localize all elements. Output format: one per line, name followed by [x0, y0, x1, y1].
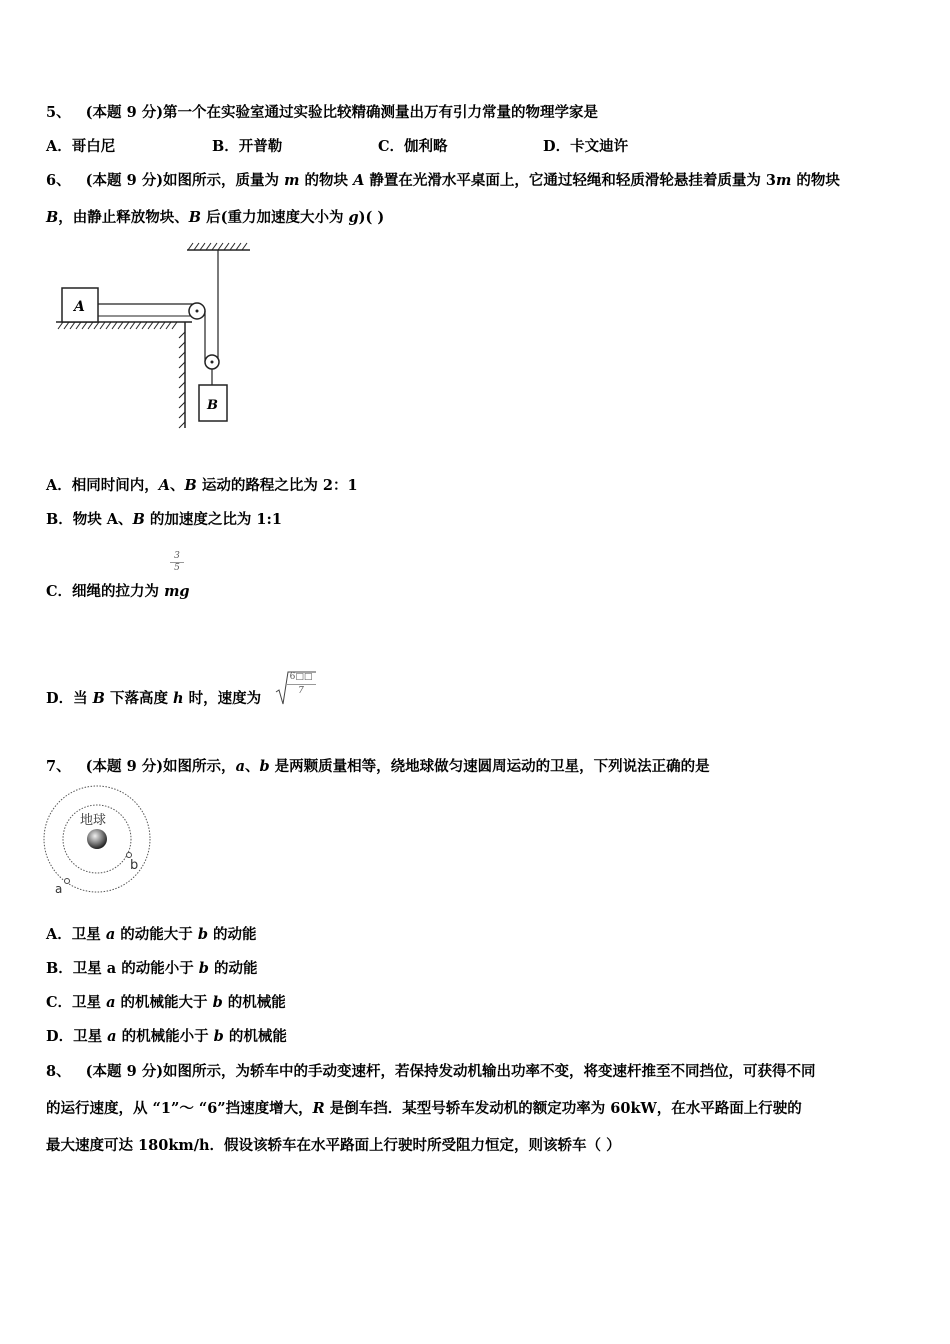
q7-var: b — [198, 960, 209, 977]
q6-var: A — [353, 172, 365, 189]
q6-option-text: C．细绳的拉力为 — [46, 583, 165, 600]
q6-var: g — [348, 209, 359, 226]
q5-stem — [46, 103, 598, 123]
q8-text: 是倒车挡．某型号轿车发动机的额定功率为 60kW，在水平路面上行驶的 — [324, 1100, 802, 1117]
q6-option-text: 的加速度之比为 1:1 — [144, 511, 282, 528]
earth-label: 地球 — [80, 813, 107, 828]
q8-stem-line3 — [46, 1136, 621, 1156]
q6-option-text: 运动的路程之比为 2：1 — [196, 477, 358, 494]
q6-option-a — [46, 476, 358, 496]
q6-text: ，由静止释放物块、 — [58, 209, 189, 226]
pulley-figure — [52, 240, 262, 435]
q5-text: (本题 9 分)第一个在实验室通过实验比较精确测量出万有引力常量的物理学家是 — [85, 104, 599, 121]
satellite-a — [65, 879, 70, 884]
q8-var: R — [312, 1100, 325, 1117]
q8-stem-line1 — [46, 1062, 816, 1082]
q7-var: a — [105, 926, 116, 943]
q7-option-text: A．卫星 — [46, 926, 106, 943]
satellite-a-label: a — [55, 882, 63, 896]
q5-option-c: C．伽利略 — [378, 138, 448, 155]
block-a-label: A — [74, 299, 85, 315]
q7-text: (本题 9 分)如图所示， — [85, 758, 236, 775]
q8-text: (本题 9 分)如图所示，为轿车中的手动变速杆，若保持发动机输出功率不变，将变速杆推至不同挡位，可获得不同 — [85, 1063, 816, 1080]
q7-option-text: B．卫星 a 的动能小于 — [46, 960, 199, 977]
q6-stem-line1 — [46, 171, 840, 191]
q6-var: h — [173, 690, 184, 707]
q7-number: 7、 — [46, 758, 71, 775]
q6-var: B — [46, 209, 59, 226]
q5-option-a: A．哥白尼 — [46, 138, 116, 155]
q7-option-a — [46, 925, 257, 945]
q7-stem — [46, 757, 710, 777]
q5-option-b: B．开普勒 — [212, 138, 283, 155]
q6-option-d-fraction — [286, 673, 316, 696]
q6-option-c-fraction — [170, 552, 184, 573]
q5-number: 5、 — [46, 104, 71, 121]
q6-text: 的物块 — [299, 172, 354, 189]
q7-option-text: 的机械能 — [222, 994, 286, 1011]
fraction-denominator: 5 — [174, 563, 180, 573]
q6-stem-line2 — [46, 208, 384, 228]
earth — [87, 829, 107, 849]
q7-option-text: 的动能 — [208, 960, 258, 977]
q7-option-d — [46, 1027, 287, 1047]
q7-var: b — [213, 1028, 224, 1045]
q6-option-text: 、 — [170, 477, 185, 494]
q6-option-d — [46, 689, 261, 709]
fraction-denominator: 7 — [298, 686, 304, 696]
q6-option-text: A．相同时间内， — [46, 477, 159, 494]
q7-option-text: D．卫星 — [46, 1028, 108, 1045]
fraction-numerator: 6□□ — [289, 672, 313, 682]
q7-var: a — [235, 758, 245, 775]
q7-option-text: 的机械能大于 — [115, 994, 213, 1011]
q8-text: 的运行速度，从 “1”～ “6”挡速度增大， — [46, 1100, 313, 1117]
q8-stem-line2 — [46, 1099, 802, 1119]
q7-var: a — [107, 1028, 117, 1045]
q7-option-b — [46, 959, 258, 979]
q6-var: A — [158, 477, 171, 494]
q6-text: 后(重力加速度大小为 — [201, 209, 349, 226]
q7-text: 、 — [244, 758, 260, 775]
q7-option-text: 的动能 — [207, 926, 257, 943]
q6-number: 6、 — [46, 172, 71, 189]
q6-var: m — [776, 172, 792, 189]
orbit-figure — [40, 785, 160, 900]
q6-option-text: 时，速度为 — [183, 690, 262, 707]
q7-option-text: 的动能大于 — [115, 926, 198, 943]
q6-option-c — [46, 582, 190, 602]
q6-option-text: B．物块 A、 — [46, 511, 133, 528]
q8-text: 最大速度可达 180km/h．假设该轿车在水平路面上行驶时所受阻力恒定，则该轿车（ ） — [46, 1137, 621, 1154]
q6-var: B — [184, 477, 197, 494]
q5-option-d: D．卡文迪许 — [543, 138, 629, 155]
q8-number: 8、 — [46, 1063, 71, 1080]
q6-text: )( ) — [358, 209, 385, 226]
q7-var: b — [197, 926, 208, 943]
q6-option-text: 下落高度 — [104, 690, 173, 707]
q7-option-text: 的机械能 — [223, 1028, 287, 1045]
q6-text: 的物块 — [791, 172, 840, 189]
q7-text: 是两颗质量相等，绕地球做匀速圆周运动的卫星，下列说法正确的是 — [269, 758, 710, 775]
block-b-label: B — [207, 398, 218, 413]
q6-var: m — [284, 172, 300, 189]
q6-text: 静置在光滑水平桌面上，它通过轻绳和轻质滑轮悬挂着质量为 3 — [364, 172, 777, 189]
q7-var: a — [106, 994, 116, 1011]
q6-option-b — [46, 510, 282, 530]
q7-var: b — [212, 994, 223, 1011]
q7-var: b — [259, 758, 270, 775]
q6-text: (本题 9 分)如图所示，质量为 — [85, 172, 285, 189]
satellite-b — [127, 853, 132, 858]
q6-var: B — [92, 690, 105, 707]
q6-var: B — [132, 511, 145, 528]
q6-var: mg — [164, 583, 190, 600]
q7-option-c — [46, 993, 286, 1013]
fraction-numerator: 3 — [174, 551, 180, 561]
q6-var: B — [188, 209, 202, 226]
q7-option-text: C．卫星 — [46, 994, 107, 1011]
satellite-b-label: b — [130, 858, 139, 873]
q7-option-text: 的机械能小于 — [116, 1028, 214, 1045]
q6-option-text: D．当 — [46, 690, 93, 707]
